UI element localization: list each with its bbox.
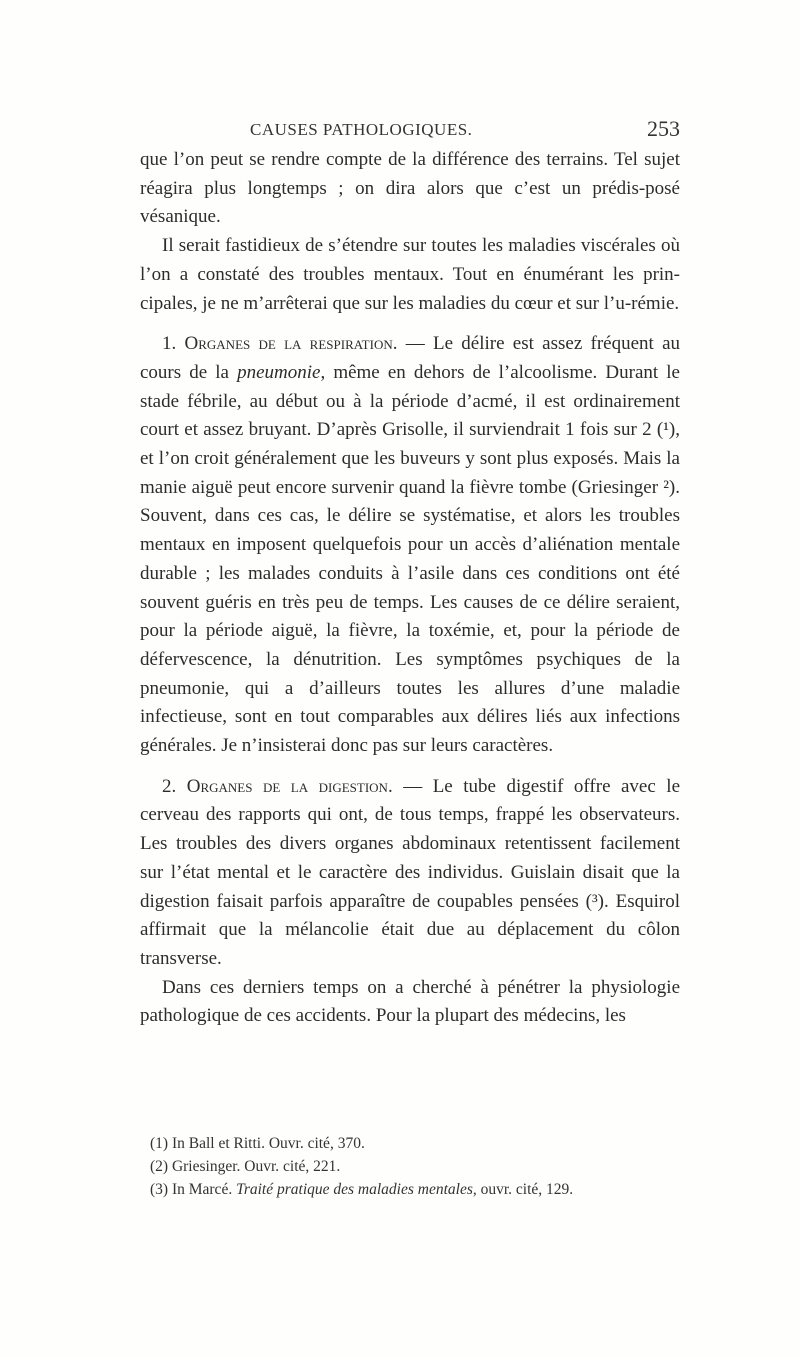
- footnote-text: , ouvr. cité, 129.: [472, 1181, 574, 1198]
- footnotes: [140, 1132, 680, 1201]
- section-respiration: [140, 330, 680, 761]
- footnote: (2) Griesinger. Ouvr. cité, 221.: [150, 1158, 341, 1175]
- footnote-text: (3) In Marcé.: [150, 1181, 237, 1198]
- paragraph: Il serait fastidieux de s’étendre sur toutes les maladies viscérales où l’on a constaté des troubles mentaux. Tout en énumérant les prin-cipales, je ne m’arrêterai que sur les maladies du cœur et sur l’u-rémie.: [140, 235, 680, 314]
- footnote: [140, 1178, 680, 1201]
- page-number: 253: [647, 116, 680, 141]
- paragraph-text: — Le délire est assez fréquent au cours de la: [140, 333, 680, 383]
- paragraph-text: — Le tube digestif offre avec le cerveau des rapports qui ont, de tous temps, frappé les observateurs. Les troubles des divers organes abdominaux retentissent facilement sur l’état mental et le caractère des individus. Guislain disait que la digestion faisait parfois apparaître de coupables pensées (³). Esquirol affirmait que la mélancolie était due au déplacement du côlon transverse.: [140, 775, 681, 969]
- running-head: CAUSES PATHOLOGIQUES.: [250, 120, 473, 139]
- main-text: [140, 146, 680, 1031]
- emphasis-text: pneumonie: [237, 361, 321, 383]
- paragraph: Dans ces derniers temps on a cherché à pénétrer la physiologie pathologique de ces accidents. Pour la plupart des médecins, les: [140, 976, 680, 1027]
- section-digestion: [140, 773, 680, 974]
- section-heading: 2. Organes de la digestion.: [162, 775, 393, 797]
- paragraph-text: , même en dehors de l’alcoolisme. Durant le stade fébrile, au début ou à la période d’acmé, il est ordinairement court et assez bruyant. D’après Grisolle, il surviendrait 1 fois sur 2 (¹), et l’on croit généralement que les buveurs y sont plus exposés. Mais la manie aiguë peut encore survenir quand la fièvre tombe (Griesinger ²). Souvent, dans ces cas, le délire se systématise, et alors les troubles mentaux en imposent quelquefois pour un accès d’aliénation mentale durable ; les malades conduits à l’asile dans ces conditions ont été souvent guéris en très peu de temps. Les causes de ce délire seraient, pour la période aiguë, la fièvre, la toxémie, et, pour la période de défervescence, la dénutrition. Les symptômes psychiques de la pneumonie, qui a d’ailleurs toutes les allures d’une maladie infectieuse, sont en tout comparables aux délires liés aux infections générales. Je n’insisterai donc pas sur leurs caractères.: [140, 361, 680, 757]
- section-heading: 1. Organes de la respiration.: [162, 333, 398, 355]
- paragraph: que l’on peut se rendre compte de la différence des terrains. Tel sujet réagira plus longtemps ; on dira alors que c’est un prédis-posé vésanique.: [140, 149, 680, 228]
- footnote: (1) In Ball et Ritti. Ouvr. cité, 370.: [150, 1135, 365, 1152]
- page-header: [140, 116, 680, 146]
- footnote-title: Traité pratique des maladies mentales: [236, 1181, 473, 1198]
